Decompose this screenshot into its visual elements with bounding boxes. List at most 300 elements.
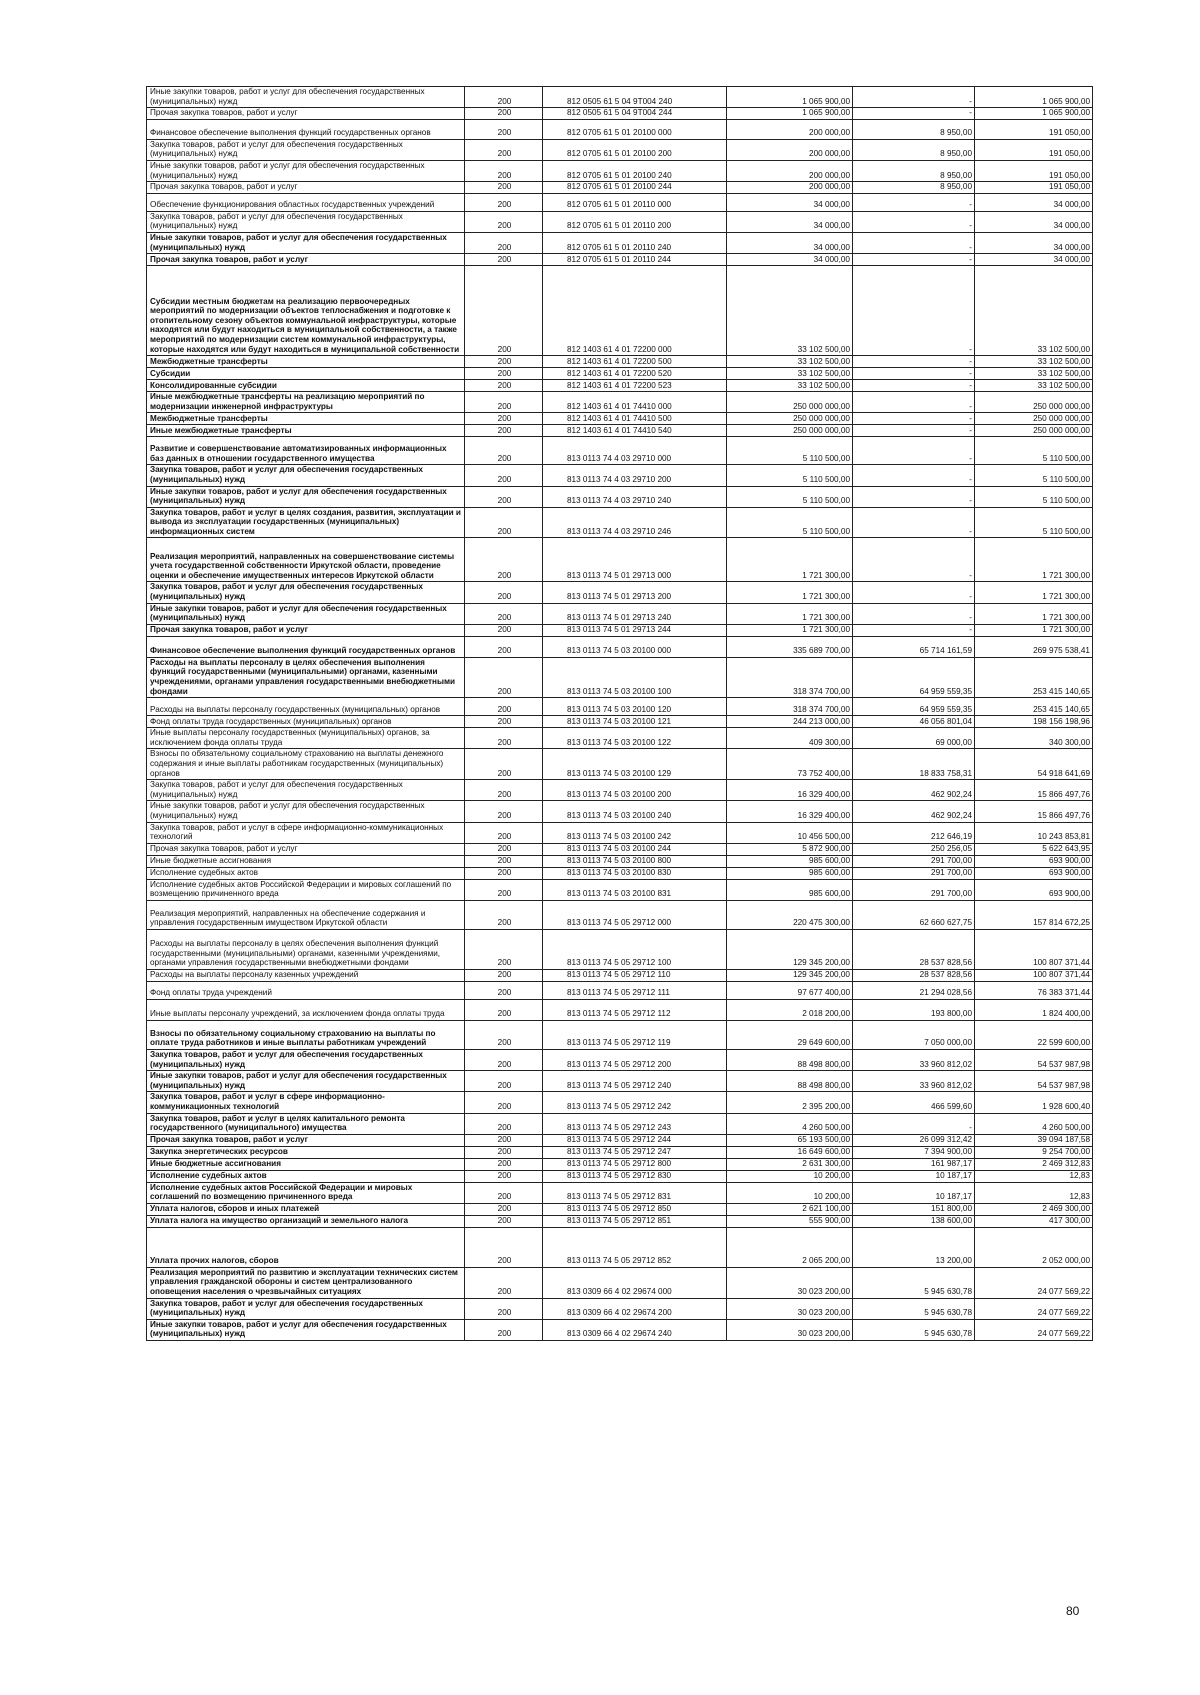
remaining-amount-cell: 34 000,00 — [975, 254, 1093, 266]
table-row — [147, 139, 1093, 160]
executed-amount-cell: 138 600,00 — [853, 1215, 975, 1227]
classification-code-cell: 813 0113 74 5 03 20100 200 — [543, 780, 727, 801]
classification-code-cell: 813 0113 74 5 05 29712 242 — [543, 1092, 727, 1113]
line-code-cell: 200 — [465, 538, 543, 582]
classification-code-cell: 813 0113 74 5 03 20100 240 — [543, 801, 727, 822]
table-row — [147, 380, 1093, 392]
classification-code-cell: 813 0113 74 5 05 29712 850 — [543, 1203, 727, 1215]
row-name-cell: Реализация мероприятий, направленных на совершенствование системы учета государственной собственности Иркутской области, проведение оценки и обеспечение имущественных интересов Иркутской области — [147, 538, 465, 582]
approved-amount-cell: 2 065 200,00 — [727, 1227, 853, 1267]
table-row — [147, 1182, 1093, 1203]
approved-amount-cell: 34 000,00 — [727, 232, 853, 253]
table-row — [147, 855, 1093, 867]
table-row — [147, 879, 1093, 900]
approved-amount-cell: 2 631 300,00 — [727, 1158, 853, 1170]
table-row — [147, 437, 1093, 465]
remaining-amount-cell: 24 077 569,22 — [975, 1267, 1093, 1298]
row-name-cell: Прочая закупка товаров, работ и услуг — [147, 182, 465, 194]
approved-amount-cell: 33 102 500,00 — [727, 368, 853, 380]
line-code-cell: 200 — [465, 1049, 543, 1070]
approved-amount-cell: 1 721 300,00 — [727, 538, 853, 582]
classification-code-cell: 813 0113 74 5 03 20100 121 — [543, 716, 727, 728]
line-code-cell: 200 — [465, 716, 543, 728]
line-code-cell: 200 — [465, 879, 543, 900]
line-code-cell: 200 — [465, 1158, 543, 1170]
table-row — [147, 538, 1093, 582]
remaining-amount-cell: 10 243 853,81 — [975, 822, 1093, 843]
row-name-cell: Финансовое обеспечение выполнения функций государственных органов — [147, 636, 465, 657]
line-code-cell: 200 — [465, 254, 543, 266]
row-name-cell: Закупка товаров, работ и услуг для обеспечения государственных (муниципальных) нужд — [147, 780, 465, 801]
row-name-cell: Уплата прочих налогов, сборов — [147, 1227, 465, 1267]
classification-code-cell: 813 0113 74 5 03 20100 100 — [543, 657, 727, 697]
classification-code-cell: 812 1403 61 4 01 72200 523 — [543, 380, 727, 392]
budget-expenditure-table — [146, 86, 1093, 1341]
classification-code-cell: 813 0113 74 5 05 29712 200 — [543, 1049, 727, 1070]
executed-amount-cell: 151 800,00 — [853, 1203, 975, 1215]
executed-amount-cell: - — [853, 465, 975, 486]
line-code-cell: 200 — [465, 1170, 543, 1182]
approved-amount-cell: 33 102 500,00 — [727, 266, 853, 356]
executed-amount-cell: - — [853, 108, 975, 120]
remaining-amount-cell: 33 102 500,00 — [975, 266, 1093, 356]
executed-amount-cell: 33 960 812,02 — [853, 1071, 975, 1092]
executed-amount-cell: 10 187,17 — [853, 1170, 975, 1182]
approved-amount-cell: 200 000,00 — [727, 160, 853, 181]
table-row — [147, 368, 1093, 380]
table-row — [147, 232, 1093, 253]
remaining-amount-cell: 5 110 500,00 — [975, 465, 1093, 486]
row-name-cell: Иные закупки товаров, работ и услуг для обеспечения государственных (муниципальных) нужд — [147, 486, 465, 507]
table-row — [147, 1113, 1093, 1134]
table-row — [147, 1215, 1093, 1227]
executed-amount-cell: 212 646,19 — [853, 822, 975, 843]
line-code-cell: 200 — [465, 1020, 543, 1049]
classification-code-cell: 812 1403 61 4 01 72200 000 — [543, 266, 727, 356]
remaining-amount-cell: 191 050,00 — [975, 182, 1093, 194]
row-name-cell: Консолидированные субсидии — [147, 380, 465, 392]
executed-amount-cell: 466 599,60 — [853, 1092, 975, 1113]
executed-amount-cell: 64 959 559,35 — [853, 657, 975, 697]
executed-amount-cell: 8 950,00 — [853, 160, 975, 181]
table-row — [147, 465, 1093, 486]
line-code-cell: 200 — [465, 1182, 543, 1203]
remaining-amount-cell: 15 866 497,76 — [975, 780, 1093, 801]
line-code-cell: 200 — [465, 1227, 543, 1267]
executed-amount-cell: - — [853, 507, 975, 538]
row-name-cell: Взносы по обязательному социальному страхованию на выплаты денежного содержания и иные выплаты работникам государственных (муниципальных) органов — [147, 749, 465, 780]
line-code-cell: 200 — [465, 160, 543, 181]
line-code-cell: 200 — [465, 193, 543, 211]
classification-code-cell: 813 0113 74 5 03 20100 120 — [543, 698, 727, 716]
table-row — [147, 1158, 1093, 1170]
table-row — [147, 843, 1093, 855]
table-row — [147, 119, 1093, 139]
classification-code-cell: 812 1403 61 4 01 74410 500 — [543, 413, 727, 425]
line-code-cell: 200 — [465, 1267, 543, 1298]
approved-amount-cell: 2 395 200,00 — [727, 1092, 853, 1113]
executed-amount-cell: - — [853, 624, 975, 636]
classification-code-cell: 813 0309 66 4 02 29674 240 — [543, 1319, 727, 1340]
classification-code-cell: 813 0113 74 5 03 20100 830 — [543, 867, 727, 879]
line-code-cell: 200 — [465, 119, 543, 139]
executed-amount-cell: - — [853, 380, 975, 392]
executed-amount-cell: 46 056 801,04 — [853, 716, 975, 728]
remaining-amount-cell: 2 469 300,00 — [975, 1203, 1093, 1215]
approved-amount-cell: 34 000,00 — [727, 193, 853, 211]
table-row — [147, 507, 1093, 538]
approved-amount-cell: 16 329 400,00 — [727, 801, 853, 822]
classification-code-cell: 813 0113 74 5 05 29712 244 — [543, 1134, 727, 1146]
table-row — [147, 900, 1093, 929]
table-row — [147, 636, 1093, 657]
table-row — [147, 266, 1093, 356]
remaining-amount-cell: 2 052 000,00 — [975, 1227, 1093, 1267]
table-row — [147, 822, 1093, 843]
approved-amount-cell: 16 649 600,00 — [727, 1146, 853, 1158]
line-code-cell: 200 — [465, 1071, 543, 1092]
executed-amount-cell: - — [853, 232, 975, 253]
table-row — [147, 87, 1093, 108]
page-number: 80 — [1066, 1604, 1080, 1618]
row-name-cell: Межбюджетные трансферты — [147, 356, 465, 368]
approved-amount-cell: 409 300,00 — [727, 728, 853, 749]
line-code-cell: 200 — [465, 801, 543, 822]
row-name-cell: Взносы по обязательному социальному страхованию на выплаты по оплате труда работников и иные выплаты работникам учреждений — [147, 1020, 465, 1049]
row-name-cell: Исполнение судебных актов Российской Федерации и мировых соглашений по возмещению причиненного вреда — [147, 879, 465, 900]
row-name-cell: Прочая закупка товаров, работ и услуг — [147, 254, 465, 266]
classification-code-cell: 813 0113 74 5 05 29712 247 — [543, 1146, 727, 1158]
executed-amount-cell: 21 294 028,56 — [853, 981, 975, 999]
table-row — [147, 867, 1093, 879]
executed-amount-cell: 161 987,17 — [853, 1158, 975, 1170]
line-code-cell: 200 — [465, 624, 543, 636]
approved-amount-cell: 985 600,00 — [727, 879, 853, 900]
classification-code-cell: 813 0113 74 5 05 29712 000 — [543, 900, 727, 929]
row-name-cell: Закупка товаров, работ и услуг для обеспечения государственных (муниципальных) нужд — [147, 1298, 465, 1319]
classification-code-cell: 813 0113 74 5 05 29712 119 — [543, 1020, 727, 1049]
classification-code-cell: 813 0113 74 5 01 29713 244 — [543, 624, 727, 636]
approved-amount-cell: 10 456 500,00 — [727, 822, 853, 843]
classification-code-cell: 813 0309 66 4 02 29674 200 — [543, 1298, 727, 1319]
line-code-cell: 200 — [465, 969, 543, 981]
executed-amount-cell: - — [853, 368, 975, 380]
classification-code-cell: 813 0113 74 5 03 20100 122 — [543, 728, 727, 749]
line-code-cell: 200 — [465, 266, 543, 356]
row-name-cell: Закупка товаров, работ и услуг для обеспечения государственных (муниципальных) нужд — [147, 465, 465, 486]
classification-code-cell: 813 0113 74 5 05 29712 100 — [543, 929, 727, 969]
remaining-amount-cell: 253 415 140,65 — [975, 698, 1093, 716]
table-row — [147, 969, 1093, 981]
executed-amount-cell: - — [853, 425, 975, 437]
approved-amount-cell: 88 498 800,00 — [727, 1049, 853, 1070]
remaining-amount-cell: 340 300,00 — [975, 728, 1093, 749]
classification-code-cell: 813 0113 74 5 03 20100 244 — [543, 843, 727, 855]
remaining-amount-cell: 54 537 987,98 — [975, 1049, 1093, 1070]
approved-amount-cell: 4 260 500,00 — [727, 1113, 853, 1134]
executed-amount-cell: - — [853, 211, 975, 232]
remaining-amount-cell: 269 975 538,41 — [975, 636, 1093, 657]
approved-amount-cell: 29 649 600,00 — [727, 1020, 853, 1049]
classification-code-cell: 813 0113 74 5 05 29712 851 — [543, 1215, 727, 1227]
approved-amount-cell: 1 721 300,00 — [727, 624, 853, 636]
remaining-amount-cell: 1 721 300,00 — [975, 538, 1093, 582]
executed-amount-cell: - — [853, 356, 975, 368]
approved-amount-cell: 73 752 400,00 — [727, 749, 853, 780]
table-row — [147, 1319, 1093, 1340]
classification-code-cell: 812 0705 61 5 01 20110 200 — [543, 211, 727, 232]
classification-code-cell: 812 0505 61 5 04 9T004 244 — [543, 108, 727, 120]
remaining-amount-cell: 250 000 000,00 — [975, 392, 1093, 413]
line-code-cell: 200 — [465, 486, 543, 507]
line-code-cell: 200 — [465, 822, 543, 843]
line-code-cell: 200 — [465, 636, 543, 657]
approved-amount-cell: 5 872 900,00 — [727, 843, 853, 855]
row-name-cell: Закупка товаров, работ и услуг в сфере информационно-коммуникационных технологий — [147, 822, 465, 843]
classification-code-cell: 812 1403 61 4 01 74410 000 — [543, 392, 727, 413]
executed-amount-cell: - — [853, 603, 975, 624]
row-name-cell: Закупка товаров, работ и услуг для обеспечения государственных (муниципальных) нужд — [147, 139, 465, 160]
row-name-cell: Иные закупки товаров, работ и услуг для обеспечения государственных (муниципальных) нужд — [147, 232, 465, 253]
row-name-cell: Иные закупки товаров, работ и услуг для обеспечения государственных (муниципальных) нужд — [147, 801, 465, 822]
remaining-amount-cell: 5 110 500,00 — [975, 437, 1093, 465]
classification-code-cell: 812 0705 61 5 01 20100 200 — [543, 139, 727, 160]
remaining-amount-cell: 12,83 — [975, 1170, 1093, 1182]
executed-amount-cell: - — [853, 413, 975, 425]
remaining-amount-cell: 1 721 300,00 — [975, 603, 1093, 624]
line-code-cell: 200 — [465, 698, 543, 716]
remaining-amount-cell: 693 900,00 — [975, 867, 1093, 879]
row-name-cell: Уплата налога на имущество организаций и земельного налога — [147, 1215, 465, 1227]
row-name-cell: Иные межбюджетные трансферты на реализацию мероприятий по модернизации инженерной инфраструктуры — [147, 392, 465, 413]
line-code-cell: 200 — [465, 507, 543, 538]
row-name-cell: Исполнение судебных актов — [147, 1170, 465, 1182]
row-name-cell: Межбюджетные трансферты — [147, 413, 465, 425]
approved-amount-cell: 10 200,00 — [727, 1182, 853, 1203]
table-row — [147, 1227, 1093, 1267]
remaining-amount-cell: 191 050,00 — [975, 119, 1093, 139]
classification-code-cell: 812 0705 61 5 01 20110 240 — [543, 232, 727, 253]
row-name-cell: Иные бюджетные ассигнования — [147, 855, 465, 867]
table-row — [147, 1134, 1093, 1146]
remaining-amount-cell: 1 824 400,00 — [975, 999, 1093, 1020]
row-name-cell: Обеспечение функционирования областных государственных учреждений — [147, 193, 465, 211]
classification-code-cell: 813 0113 74 5 03 20100 831 — [543, 879, 727, 900]
classification-code-cell: 813 0113 74 5 05 29712 240 — [543, 1071, 727, 1092]
approved-amount-cell: 985 600,00 — [727, 867, 853, 879]
row-name-cell: Реализация мероприятий по развитию и эксплуатации технических систем управления гражданской обороны и систем централизованного оповещения населения о чрезвычайных ситуациях — [147, 1267, 465, 1298]
table-body — [147, 87, 1093, 1341]
row-name-cell: Развитие и совершенствование автоматизированных информационных баз данных в отношении государственного имущества — [147, 437, 465, 465]
executed-amount-cell: - — [853, 266, 975, 356]
table-row — [147, 780, 1093, 801]
executed-amount-cell: 8 950,00 — [853, 182, 975, 194]
classification-code-cell: 813 0113 74 5 05 29712 243 — [543, 1113, 727, 1134]
row-name-cell: Закупка товаров, работ и услуг в сфере информационно-коммуникационных технологий — [147, 1092, 465, 1113]
approved-amount-cell: 33 102 500,00 — [727, 356, 853, 368]
remaining-amount-cell: 191 050,00 — [975, 139, 1093, 160]
executed-amount-cell: 291 700,00 — [853, 867, 975, 879]
line-code-cell: 200 — [465, 1319, 543, 1340]
row-name-cell: Расходы на выплаты персоналу казенных учреждений — [147, 969, 465, 981]
table-row — [147, 1298, 1093, 1319]
classification-code-cell: 812 1403 61 4 01 72200 500 — [543, 356, 727, 368]
executed-amount-cell: - — [853, 1113, 975, 1134]
approved-amount-cell: 2 621 100,00 — [727, 1203, 853, 1215]
row-name-cell: Расходы на выплаты персоналу в целях обеспечения выполнения функций государственными (муниципальными) органами, казенными учреждениями, органами управления государственными внебюджетными фондами — [147, 657, 465, 697]
approved-amount-cell: 34 000,00 — [727, 254, 853, 266]
executed-amount-cell: 5 945 630,78 — [853, 1298, 975, 1319]
executed-amount-cell: - — [853, 87, 975, 108]
executed-amount-cell: - — [853, 582, 975, 603]
executed-amount-cell: 26 099 312,42 — [853, 1134, 975, 1146]
table-row — [147, 1071, 1093, 1092]
line-code-cell: 200 — [465, 108, 543, 120]
executed-amount-cell: 64 959 559,35 — [853, 698, 975, 716]
classification-code-cell: 813 0113 74 4 03 29710 000 — [543, 437, 727, 465]
executed-amount-cell: 462 902,24 — [853, 801, 975, 822]
line-code-cell: 200 — [465, 1134, 543, 1146]
row-name-cell: Иные закупки товаров, работ и услуг для обеспечения государственных (муниципальных) нужд — [147, 1071, 465, 1092]
line-code-cell: 200 — [465, 749, 543, 780]
table-row — [147, 1146, 1093, 1158]
remaining-amount-cell: 54 537 987,98 — [975, 1071, 1093, 1092]
remaining-amount-cell: 693 900,00 — [975, 855, 1093, 867]
approved-amount-cell: 65 193 500,00 — [727, 1134, 853, 1146]
line-code-cell: 200 — [465, 855, 543, 867]
remaining-amount-cell: 24 077 569,22 — [975, 1298, 1093, 1319]
row-name-cell: Реализация мероприятий, направленных на обеспечение содержания и управления государственным имуществом Иркутской области — [147, 900, 465, 929]
row-name-cell: Расходы на выплаты персоналу государственных (муниципальных) органов — [147, 698, 465, 716]
line-code-cell: 200 — [465, 465, 543, 486]
table-row — [147, 929, 1093, 969]
row-name-cell: Закупка энергетических ресурсов — [147, 1146, 465, 1158]
approved-amount-cell: 34 000,00 — [727, 211, 853, 232]
remaining-amount-cell: 54 918 641,69 — [975, 749, 1093, 780]
executed-amount-cell: 8 950,00 — [853, 139, 975, 160]
row-name-cell: Иные закупки товаров, работ и услуг для обеспечения государственных (муниципальных) нужд — [147, 1319, 465, 1340]
executed-amount-cell: 462 902,24 — [853, 780, 975, 801]
remaining-amount-cell: 33 102 500,00 — [975, 368, 1093, 380]
approved-amount-cell: 555 900,00 — [727, 1215, 853, 1227]
table-row — [147, 657, 1093, 697]
table-row — [147, 582, 1093, 603]
row-name-cell: Закупка товаров, работ и услуг в целях создания, развития, эксплуатации и вывода из эксплуатации государственных (муниципальных) информационных систем — [147, 507, 465, 538]
line-code-cell: 200 — [465, 380, 543, 392]
line-code-cell: 200 — [465, 657, 543, 697]
executed-amount-cell: 193 800,00 — [853, 999, 975, 1020]
row-name-cell: Исполнение судебных актов — [147, 867, 465, 879]
approved-amount-cell: 30 023 200,00 — [727, 1298, 853, 1319]
table-row — [147, 1020, 1093, 1049]
line-code-cell: 200 — [465, 900, 543, 929]
line-code-cell: 200 — [465, 843, 543, 855]
approved-amount-cell: 10 200,00 — [727, 1170, 853, 1182]
executed-amount-cell: - — [853, 193, 975, 211]
approved-amount-cell: 16 329 400,00 — [727, 780, 853, 801]
approved-amount-cell: 1 721 300,00 — [727, 582, 853, 603]
executed-amount-cell: - — [853, 437, 975, 465]
remaining-amount-cell: 1 065 900,00 — [975, 108, 1093, 120]
row-name-cell: Иные закупки товаров, работ и услуг для обеспечения государственных (муниципальных) нужд — [147, 603, 465, 624]
remaining-amount-cell: 9 254 700,00 — [975, 1146, 1093, 1158]
table-row — [147, 603, 1093, 624]
approved-amount-cell: 250 000 000,00 — [727, 413, 853, 425]
approved-amount-cell: 5 110 500,00 — [727, 507, 853, 538]
table-row — [147, 1049, 1093, 1070]
classification-code-cell: 812 1403 61 4 01 74410 540 — [543, 425, 727, 437]
remaining-amount-cell: 1 928 600,40 — [975, 1092, 1093, 1113]
classification-code-cell: 813 0113 74 5 05 29712 830 — [543, 1170, 727, 1182]
line-code-cell: 200 — [465, 929, 543, 969]
table-row — [147, 1267, 1093, 1298]
row-name-cell: Закупка товаров, работ и услуг для обеспечения государственных (муниципальных) нужд — [147, 582, 465, 603]
approved-amount-cell: 1 065 900,00 — [727, 87, 853, 108]
row-name-cell: Уплата налогов, сборов и иных платежей — [147, 1203, 465, 1215]
classification-code-cell: 812 0705 61 5 01 20110 244 — [543, 254, 727, 266]
line-code-cell: 200 — [465, 1113, 543, 1134]
line-code-cell: 200 — [465, 413, 543, 425]
executed-amount-cell: 5 945 630,78 — [853, 1267, 975, 1298]
remaining-amount-cell: 417 300,00 — [975, 1215, 1093, 1227]
table-row — [147, 801, 1093, 822]
approved-amount-cell: 200 000,00 — [727, 182, 853, 194]
executed-amount-cell: 291 700,00 — [853, 879, 975, 900]
approved-amount-cell: 5 110 500,00 — [727, 465, 853, 486]
classification-code-cell: 813 0113 74 5 03 20100 242 — [543, 822, 727, 843]
row-name-cell: Финансовое обеспечение выполнения функций государственных органов — [147, 119, 465, 139]
line-code-cell: 200 — [465, 780, 543, 801]
approved-amount-cell: 250 000 000,00 — [727, 425, 853, 437]
classification-code-cell: 813 0113 74 5 05 29712 111 — [543, 981, 727, 999]
row-name-cell: Закупка товаров, работ и услуг для обеспечения государственных (муниципальных) нужд — [147, 1049, 465, 1070]
approved-amount-cell: 5 110 500,00 — [727, 437, 853, 465]
table-row — [147, 624, 1093, 636]
line-code-cell: 200 — [465, 1092, 543, 1113]
row-name-cell: Прочая закупка товаров, работ и услуг — [147, 1134, 465, 1146]
approved-amount-cell: 129 345 200,00 — [727, 969, 853, 981]
classification-code-cell: 813 0309 66 4 02 29674 000 — [543, 1267, 727, 1298]
classification-code-cell: 813 0113 74 5 01 29713 200 — [543, 582, 727, 603]
approved-amount-cell: 250 000 000,00 — [727, 392, 853, 413]
line-code-cell: 200 — [465, 1215, 543, 1227]
row-name-cell: Иные выплаты персоналу учреждений, за исключением фонда оплаты труда — [147, 999, 465, 1020]
row-name-cell: Закупка товаров, работ и услуг в целях капитального ремонта государственного (муниципального) имущества — [147, 1113, 465, 1134]
remaining-amount-cell: 39 094 187,58 — [975, 1134, 1093, 1146]
remaining-amount-cell: 12,83 — [975, 1182, 1093, 1203]
approved-amount-cell: 97 677 400,00 — [727, 981, 853, 999]
row-name-cell: Прочая закупка товаров, работ и услуг — [147, 108, 465, 120]
remaining-amount-cell: 34 000,00 — [975, 193, 1093, 211]
executed-amount-cell: 8 950,00 — [853, 119, 975, 139]
approved-amount-cell: 220 475 300,00 — [727, 900, 853, 929]
table-row — [147, 486, 1093, 507]
approved-amount-cell: 1 721 300,00 — [727, 603, 853, 624]
approved-amount-cell: 1 065 900,00 — [727, 108, 853, 120]
classification-code-cell: 813 0113 74 5 03 20100 129 — [543, 749, 727, 780]
classification-code-cell: 813 0113 74 5 01 29713 240 — [543, 603, 727, 624]
remaining-amount-cell: 4 260 500,00 — [975, 1113, 1093, 1134]
table-row — [147, 108, 1093, 120]
remaining-amount-cell: 198 156 198,96 — [975, 716, 1093, 728]
remaining-amount-cell: 2 469 312,83 — [975, 1158, 1093, 1170]
classification-code-cell: 813 0113 74 5 01 29713 000 — [543, 538, 727, 582]
approved-amount-cell: 33 102 500,00 — [727, 380, 853, 392]
row-name-cell: Иные выплаты персоналу государственных (муниципальных) органов, за исключением фонда оплаты труда — [147, 728, 465, 749]
executed-amount-cell: 18 833 758,31 — [853, 749, 975, 780]
classification-code-cell: 813 0113 74 5 05 29712 112 — [543, 999, 727, 1020]
executed-amount-cell: 250 256,05 — [853, 843, 975, 855]
